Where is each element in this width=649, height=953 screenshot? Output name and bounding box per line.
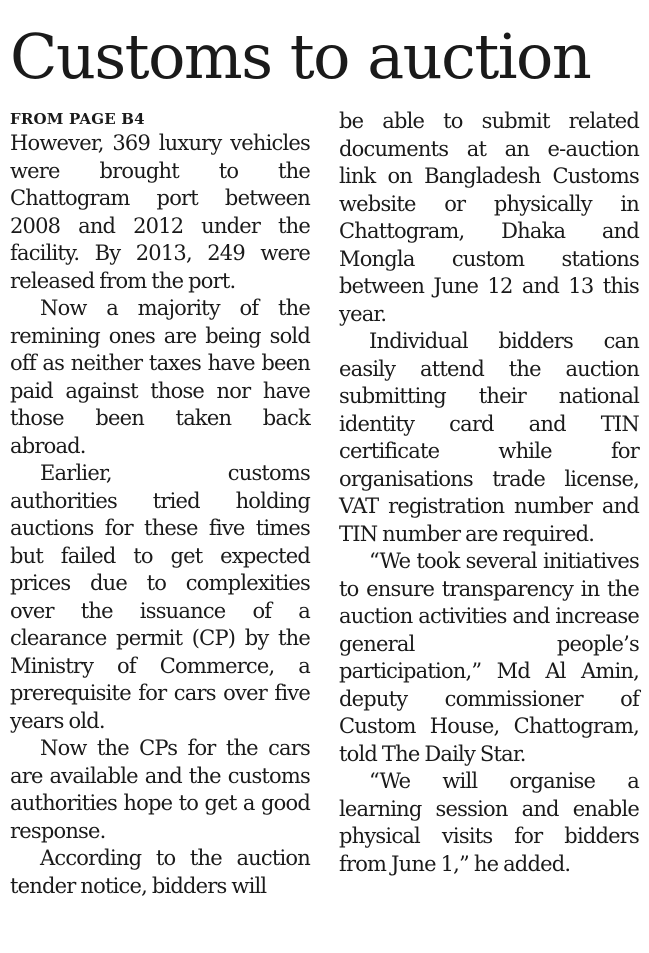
continued-from-label: FROM PAGE B4 <box>10 110 145 128</box>
article-column-left <box>10 108 310 900</box>
paragraph: According to the auction tender notice, bidders will <box>10 846 310 898</box>
paragraph: “We will organise a learning session and enable physical visits for bidders from June 1,” he added. <box>339 769 639 876</box>
article-column-right <box>339 108 639 878</box>
paragraph: be able to submit related documents at an e-auction link on Bangladesh Customs website or physically in Chattogram, Dhaka and Mongla custom stations between June 12 and 13 this year. <box>339 109 639 326</box>
headline: Customs to auction <box>10 20 591 93</box>
paragraph: However, 369 luxury vehicles were brought to the Chattogram port between 2008 and 2012 under the facility. By 2013, 249 were released from the port. <box>10 131 310 293</box>
paragraph: Individual bidders can easily attend the auction submitting their national identity card and TIN certificate while for organisations trade license, VAT registration number and TIN number are required. <box>339 329 639 546</box>
paragraph: “We took several initiatives to ensure transparency in the auction activities and increase general people’s participation,” Md Al Amin, deputy commissioner of Custom House, Chattogram, told The Daily Star. <box>339 549 639 766</box>
paragraph: Now the CPs for the cars are available and the customs authorities hope to get a good response. <box>10 736 310 843</box>
paragraph: Earlier, customs authorities tried holding auctions for these five times but failed to get expected prices due to complexities over the issuance of a clearance permit (CP) by the Ministry of Commerce, a prerequisite for cars over five years old. <box>10 461 310 733</box>
paragraph: Now a majority of the remining ones are being sold off as neither taxes have been paid against those nor have those been taken back abroad. <box>10 296 310 458</box>
